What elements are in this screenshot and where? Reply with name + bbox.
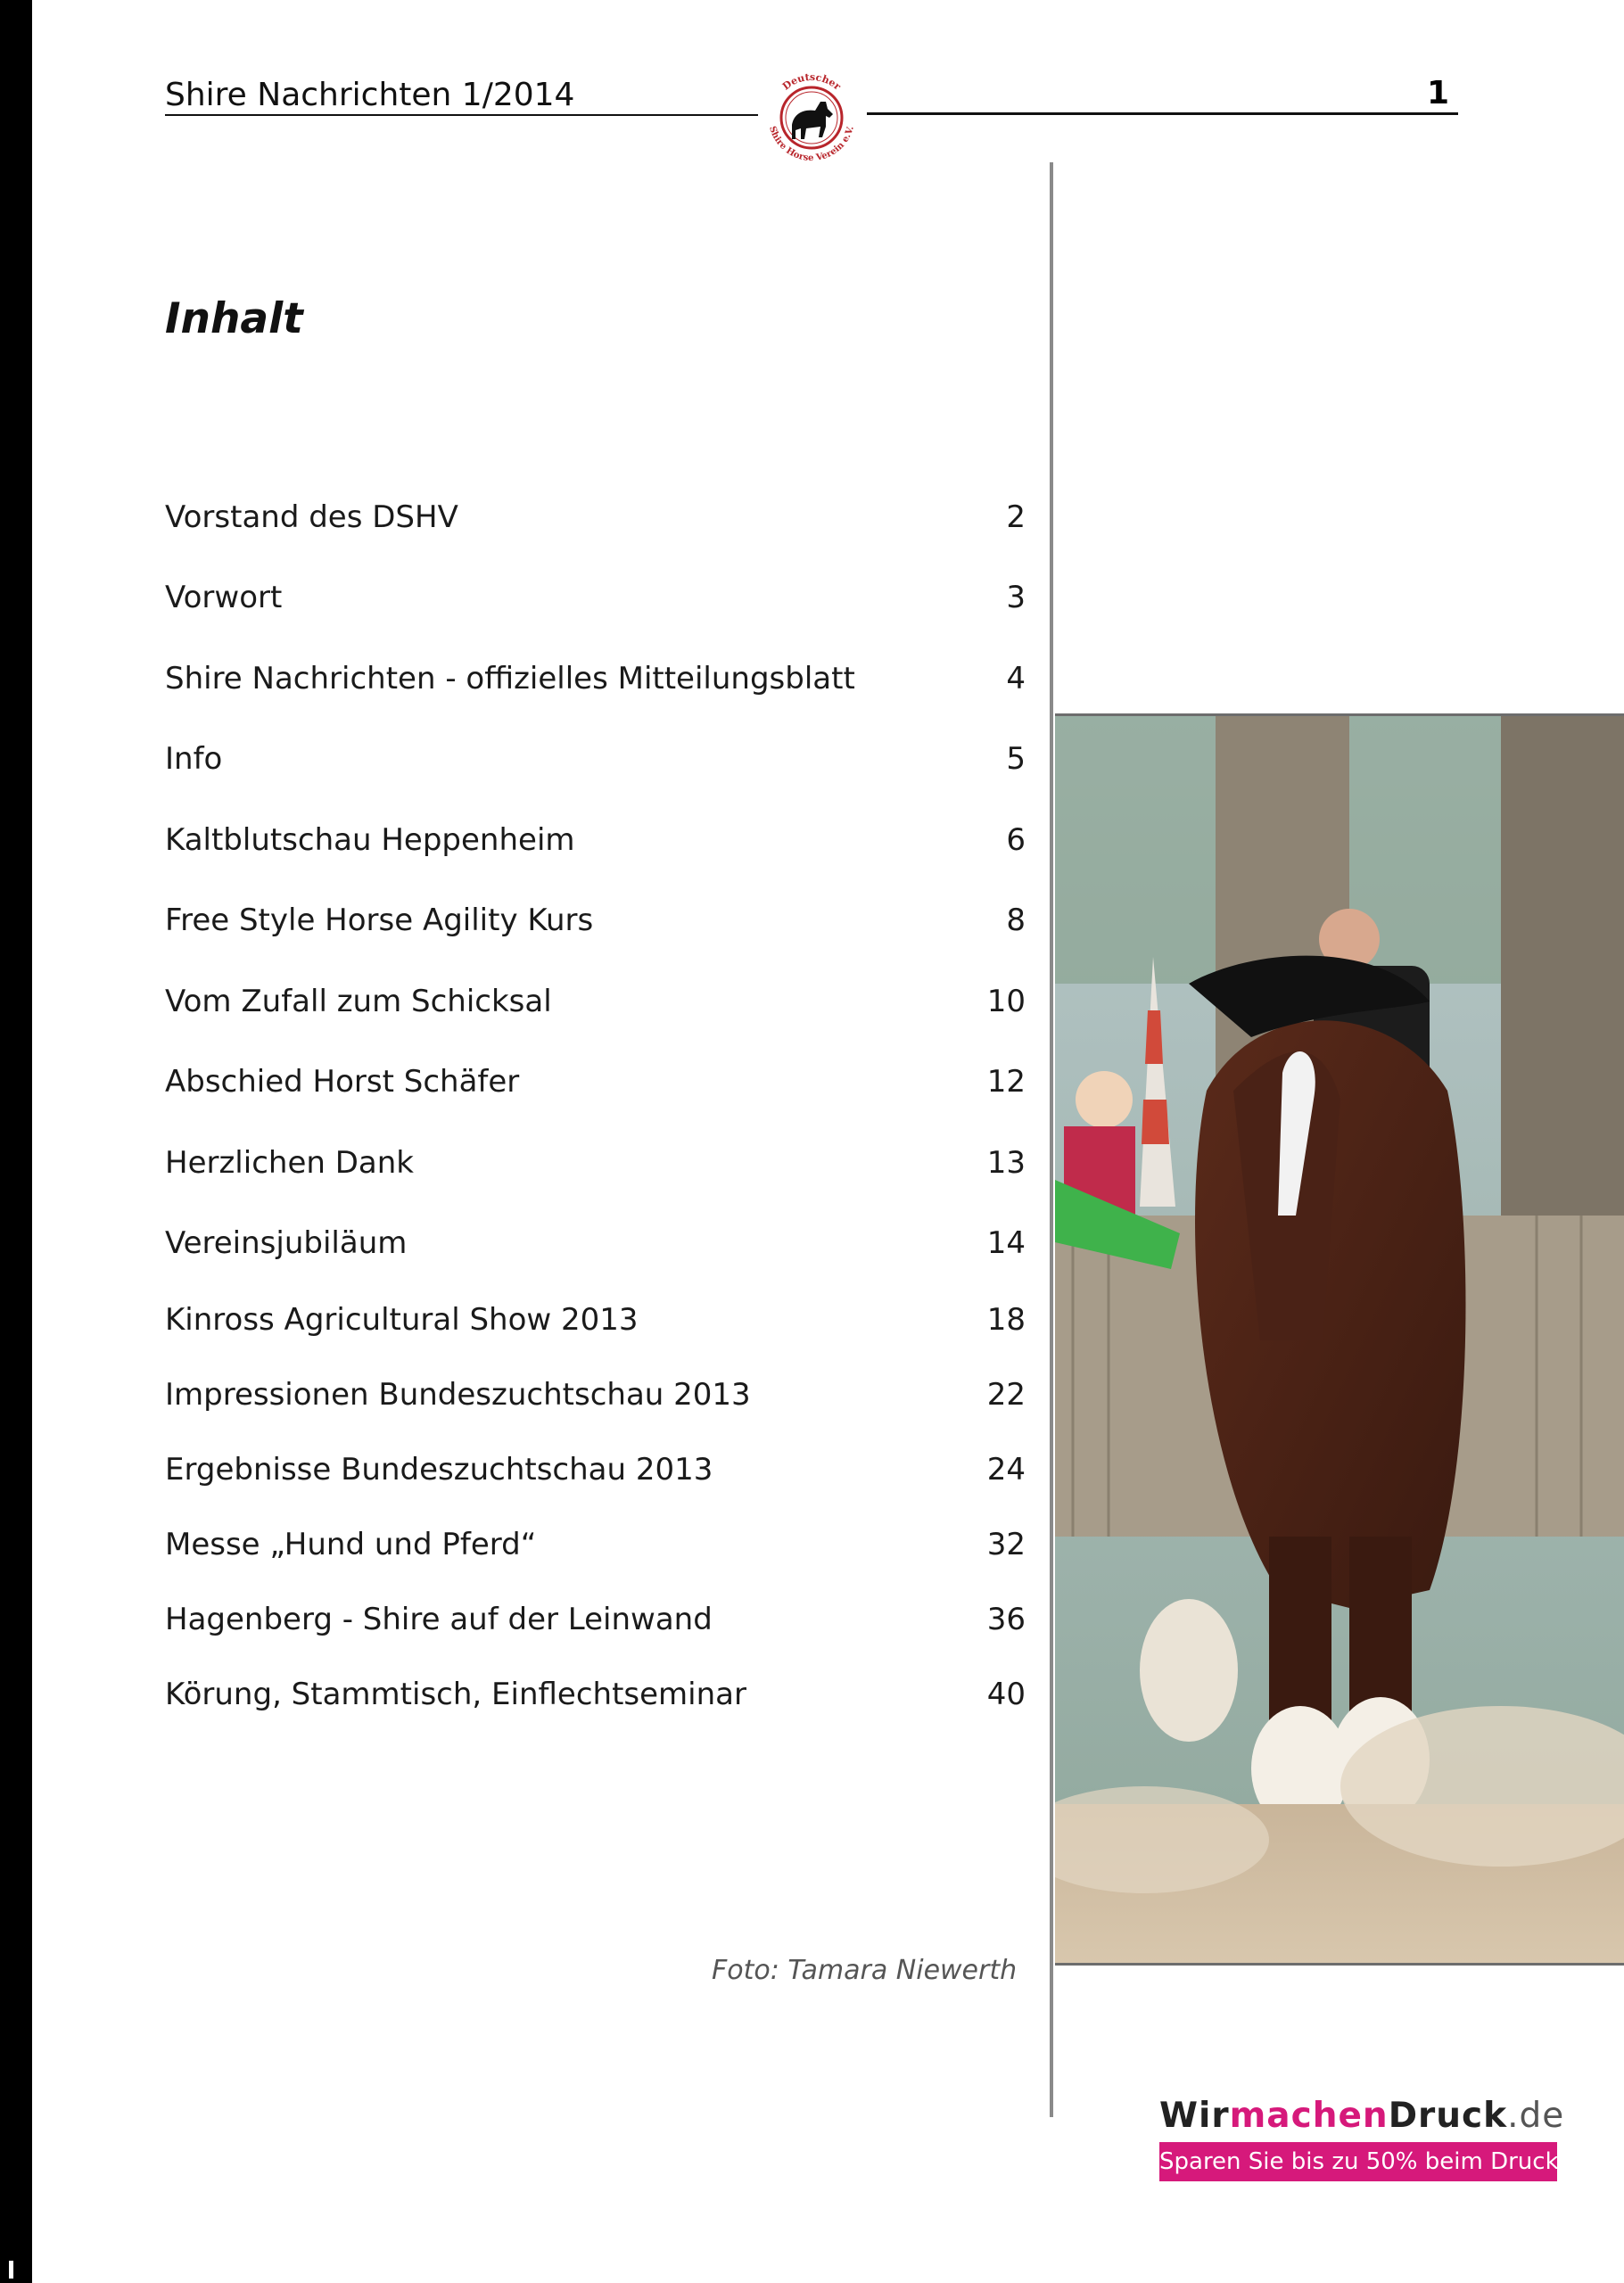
header-rule-right (867, 112, 1458, 115)
toc-entry-title: Ergebnisse Bundeszuchtschau 2013 (165, 1452, 713, 1488)
toc-entry[interactable] (165, 822, 1026, 867)
left-edge-bar (0, 0, 32, 2283)
toc-entry-page: 12 (986, 1064, 1026, 1100)
toc-entry-title: Abschied Horst Schäfer (165, 1064, 520, 1100)
logo-bottom-text: Shire Horse Verein e.V. (767, 125, 856, 164)
toc-entry-title: Körung, Stammtisch, Einflechtseminar (165, 1677, 746, 1712)
toc-entry-title: Vorwort (165, 580, 283, 615)
edge-mark (9, 2261, 13, 2279)
header-rule-left (165, 114, 758, 116)
ad-brand-part1: Wir (1159, 2096, 1230, 2136)
toc-entry[interactable] (165, 1145, 1026, 1190)
toc-entry-title: Herzlichen Dank (165, 1145, 414, 1181)
toc-entry-title: Hagenberg - Shire auf der Leinwand (165, 1602, 713, 1637)
toc-entry-page: 24 (986, 1452, 1026, 1488)
toc-entry-page: 14 (986, 1225, 1026, 1261)
toc-entry[interactable] (165, 741, 1026, 786)
toc-entry-page: 4 (1006, 661, 1026, 696)
toc-entry-title: Vereinsjubiläum (165, 1225, 408, 1261)
contents-heading: Inhalt (165, 294, 303, 343)
toc-entry[interactable] (165, 499, 1026, 544)
logo-top-text: Deutscher (780, 70, 844, 93)
toc-entry-page: 40 (986, 1677, 1026, 1712)
ad-brand-part3: Druck (1388, 2096, 1508, 2136)
ad-brand (1159, 2096, 1564, 2136)
header-title: Shire Nachrichten 1/2014 (165, 77, 575, 113)
toc-entry[interactable] (165, 1064, 1026, 1109)
vertical-divider (1050, 162, 1053, 2117)
page-number: 1 (1427, 75, 1450, 111)
toc-entry-title: Info (165, 741, 223, 777)
toc-entry[interactable] (165, 902, 1026, 947)
toc-entry[interactable] (165, 1225, 1026, 1270)
toc-entry[interactable] (165, 1677, 1026, 1721)
toc-entry[interactable] (165, 1602, 1026, 1646)
toc-entry-page: 10 (986, 984, 1026, 1019)
toc-entry[interactable] (165, 580, 1026, 624)
ad-brand-part2: machen (1229, 2096, 1389, 2136)
toc-entry-page: 22 (986, 1377, 1026, 1413)
toc-entry-page: 6 (1006, 822, 1026, 858)
toc-entry[interactable] (165, 1377, 1026, 1422)
horse-photo (1055, 713, 1624, 1966)
toc-entry-page: 13 (986, 1145, 1026, 1181)
toc-entry-title: Vorstand des DSHV (165, 499, 458, 535)
ad-brand-domain: .de (1507, 2096, 1565, 2136)
toc-entry[interactable] (165, 661, 1026, 705)
toc-entry-page: 32 (986, 1527, 1026, 1562)
toc-entry-title: Vom Zufall zum Schicksal (165, 984, 552, 1019)
toc-entry-page: 3 (1006, 580, 1026, 615)
toc-entry[interactable] (165, 1527, 1026, 1571)
toc-entry-page: 36 (986, 1602, 1026, 1637)
toc-entry-page: 18 (986, 1302, 1026, 1338)
association-logo (756, 62, 867, 173)
toc-entry-title: Messe „Hund und Pferd“ (165, 1527, 537, 1562)
toc-entry[interactable] (165, 1302, 1026, 1347)
toc-entry-title: Impressionen Bundeszuchtschau 2013 (165, 1377, 751, 1413)
toc-entry-page: 8 (1006, 902, 1026, 938)
toc-entry[interactable] (165, 984, 1026, 1028)
toc-entry-title: Free Style Horse Agility Kurs (165, 902, 594, 938)
horse-rider-image (1055, 716, 1624, 1963)
toc-entry-title: Shire Nachrichten - offizielles Mitteilungsblatt (165, 661, 855, 696)
photo-credit: Foto: Tamara Niewerth (712, 1955, 1018, 1986)
toc-entry-title: Kaltblutschau Heppenheim (165, 822, 575, 858)
printing-ad[interactable] (1159, 2096, 1569, 2181)
ad-slogan: Sparen Sie bis zu 50% beim Druck! (1159, 2142, 1557, 2181)
toc-entry[interactable] (165, 1452, 1026, 1496)
toc-entry-title: Kinross Agricultural Show 2013 (165, 1302, 639, 1338)
toc-entry-page: 5 (1006, 741, 1026, 777)
toc-entry-page: 2 (1006, 499, 1026, 535)
